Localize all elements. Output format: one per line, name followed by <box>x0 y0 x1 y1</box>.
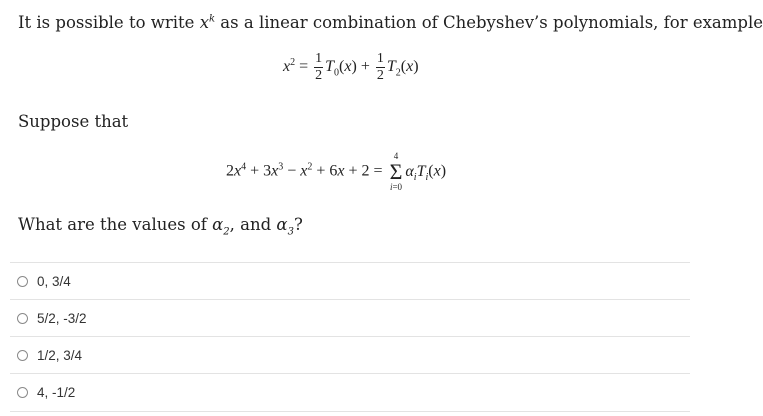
suppose-text: Suppose that <box>18 112 129 131</box>
answer-option-1[interactable] <box>10 263 690 299</box>
radio-button[interactable] <box>17 350 28 361</box>
x-to-k: $x^k$ <box>199 13 216 32</box>
radio-button[interactable] <box>17 387 28 398</box>
example-equation: $x^2$ = $\frac{1}{2}$ $T_0(x)$ + $\frac{1}{2}$ $T_2(x)$ <box>283 51 419 83</box>
main-equation: $2x^4 + 3x^3 - x^2 + 6x + 2$ = 4 Σ i=0 $\alpha_iT_i(x)$ <box>226 151 447 192</box>
radio-button[interactable] <box>17 313 28 324</box>
alpha-3: $\alpha_3$ <box>276 215 294 238</box>
intro-text-after: as a linear combination of Chebyshev’s polynomials, for example <box>215 13 763 32</box>
option-label: 5/2, -3/2 <box>37 310 87 326</box>
answer-option-4[interactable] <box>10 374 690 410</box>
question-intro <box>18 13 763 32</box>
alpha-2: $\alpha_2$ <box>212 215 230 238</box>
question-prompt <box>18 215 303 237</box>
answer-option-2[interactable] <box>10 300 690 336</box>
option-label: 1/2, 3/4 <box>37 347 83 363</box>
option-divider <box>10 411 690 412</box>
answer-option-3[interactable] <box>10 337 690 373</box>
option-label: 4, -1/2 <box>37 384 76 400</box>
radio-button[interactable] <box>17 276 28 287</box>
prompt-after: ? <box>293 215 303 234</box>
option-label: 0, 3/4 <box>37 273 71 289</box>
prompt-before: What are the values of <box>18 215 213 234</box>
intro-text-before: It is possible to write <box>18 13 200 32</box>
prompt-mid: , and <box>229 215 277 234</box>
